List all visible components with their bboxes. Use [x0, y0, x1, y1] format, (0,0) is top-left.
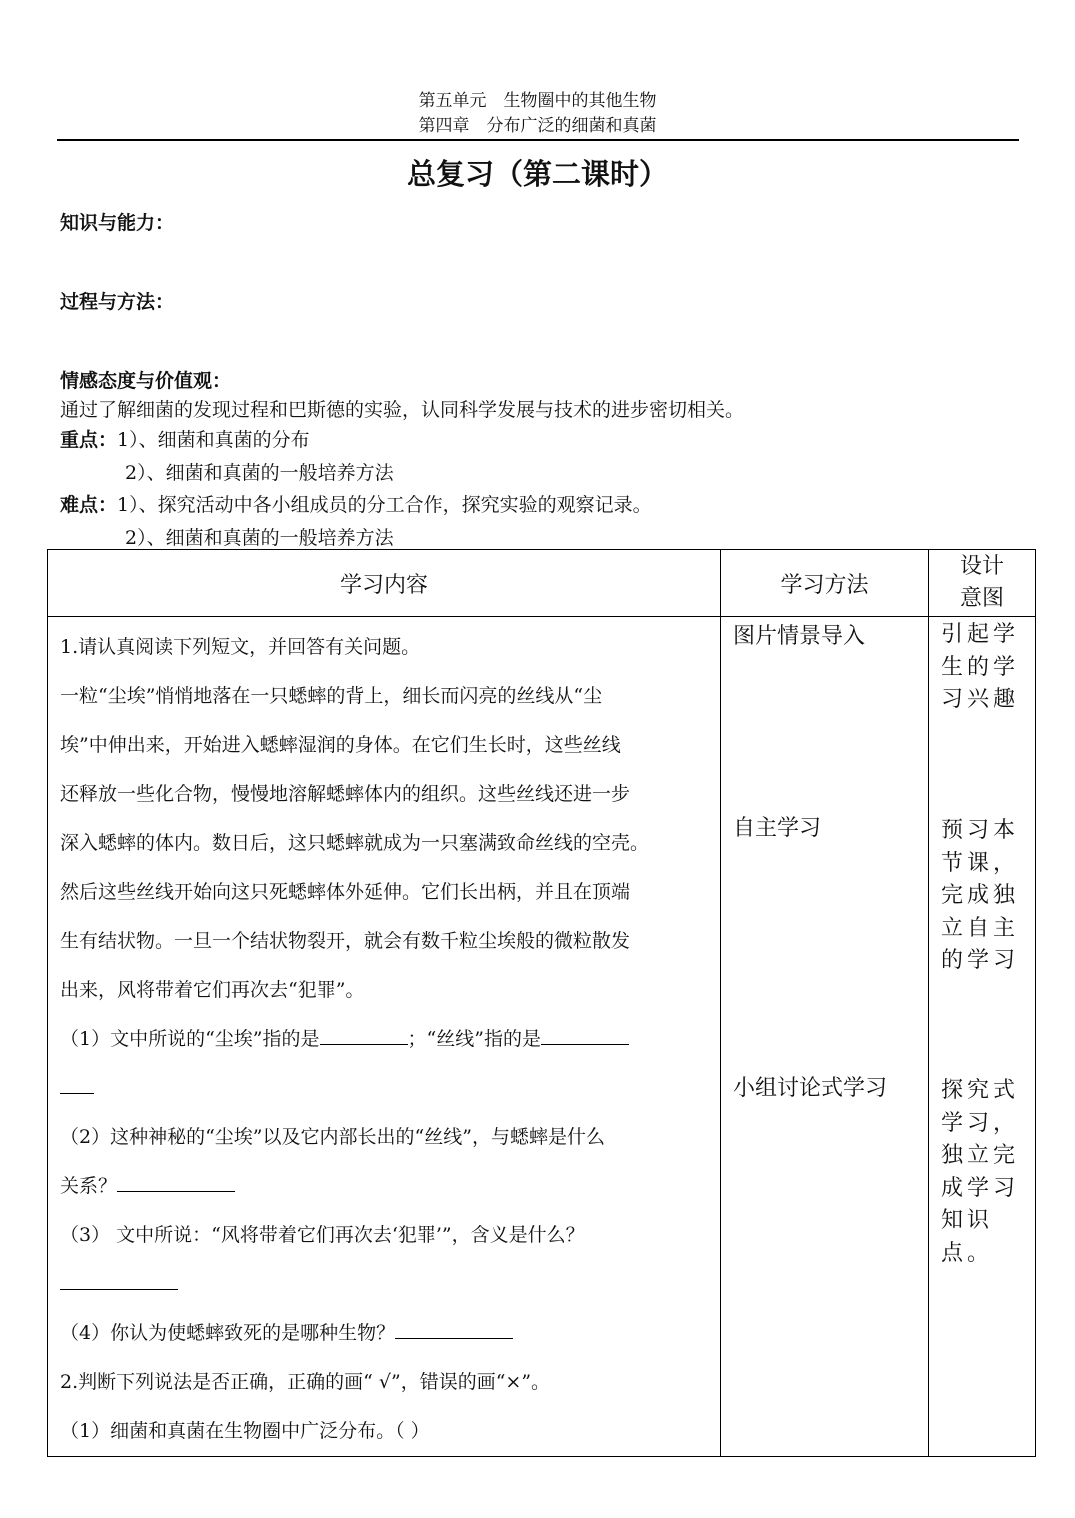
sub-question-3: （3） 文中所说：“风将带着它们再次去‘犯罪’”，含义是什么？: [60, 1224, 585, 1246]
difficult-label: 难点：: [60, 494, 118, 516]
passage-line: 生有结状物。一旦一个结状物裂开，就会有数千粒尘埃般的微粒散发: [60, 930, 631, 952]
content-cell: [48, 617, 721, 1457]
sub-question-2: （2）这种神秘的“尘埃”以及它内部长出的“丝线”，与蟋蟀是什么: [60, 1126, 605, 1148]
key-point-1: 重点：1）、细菌和真菌的分布: [60, 429, 310, 451]
intent-item: 预习本节课，完成独立自主的学习: [941, 818, 1020, 973]
intent-item: 引起学生的学习兴趣: [941, 622, 1020, 712]
passage-line: 埃”中伸出来，开始进入蟋蟀湿润的身体。在它们生长时，这些丝线: [60, 734, 621, 756]
header-divider: [57, 139, 1019, 141]
sub-question-1: （1）文中所说的“尘埃”指的是 ；“丝线”指的是: [60, 1015, 710, 1064]
difficult-point-1: 难点：1）、探究活动中各小组成员的分工合作，探究实验的观察记录。: [60, 494, 652, 516]
method-item: 小组讨论式学习: [733, 1076, 888, 1101]
method-cell: [721, 617, 929, 1457]
answer-blank[interactable]: [395, 1316, 513, 1339]
header-design: 设计 意图: [929, 550, 1036, 617]
passage-line: 还释放一些化合物，慢慢地溶解蟋蟀体内的组织。这些丝线还进一步: [60, 783, 631, 805]
passage-line: 出来，风将带着它们再次去“犯罪”。: [60, 979, 365, 1001]
page-title: 总复习（第二课时）: [406, 157, 668, 191]
header-method: 学习方法: [721, 550, 929, 617]
answer-blank[interactable]: [320, 1022, 408, 1045]
method-item: 图片情景导入: [733, 624, 866, 649]
question-2-title: 2.判断下列说法是否正确，正确的画“ √”，错误的画“×”。: [60, 1371, 551, 1393]
answer-blank[interactable]: [60, 1267, 178, 1290]
intent-cell: [929, 617, 1036, 1457]
answer-blank[interactable]: [541, 1022, 629, 1045]
chapter-header: 第四章 分布广泛的细菌和真菌: [418, 116, 657, 136]
header-content: 学习内容: [48, 550, 721, 617]
process-label: 过程与方法：: [60, 291, 175, 313]
attitude-label: 情感态度与价值观：: [60, 370, 232, 392]
sub-question-2-continued: 关系？: [60, 1162, 710, 1211]
intent-item: 探究式学习，独立完成学习知识点。: [941, 1078, 1020, 1266]
difficult-point-2: 2）、细菌和真菌的一般培养方法: [125, 527, 394, 549]
question-1-title: 1.请认真阅读下列短文，并回答有关问题。: [60, 636, 421, 658]
knowledge-label: 知识与能力：: [60, 212, 175, 234]
answer-blank[interactable]: [60, 1071, 94, 1094]
sub-question-1-continued: [60, 1064, 710, 1113]
answer-blank[interactable]: [117, 1169, 235, 1192]
method-item: 自主学习: [733, 816, 822, 841]
passage-line: 深入蟋蟀的体内。数日后，这只蟋蟀就成为一只塞满致命丝线的空壳。: [60, 832, 650, 854]
lesson-table: [47, 549, 1036, 1457]
passage-line: 一粒“尘埃”悄悄地落在一只蟋蟀的背上，细长而闪亮的丝线从“尘: [60, 685, 603, 707]
key-point-2: 2）、细菌和真菌的一般培养方法: [125, 462, 394, 484]
unit-header: 第五单元 生物圈中的其他生物: [418, 91, 657, 111]
attitude-text: 通过了解细菌的发现过程和巴斯德的实验，认同科学发展与技术的进步密切相关。: [60, 399, 745, 421]
sub-question-4: （4）你认为使蟋蟀致死的是哪种生物？: [60, 1309, 710, 1358]
passage-line: 然后这些丝线开始向这只死蟋蟀体外延伸。它们长出柄，并且在顶端: [60, 881, 631, 903]
sub-question-3-answer: [60, 1260, 710, 1309]
question-2-item-1: （1）细菌和真菌在生物圈中广泛分布。（ ）: [60, 1420, 430, 1442]
key-label: 重点：: [60, 429, 118, 451]
